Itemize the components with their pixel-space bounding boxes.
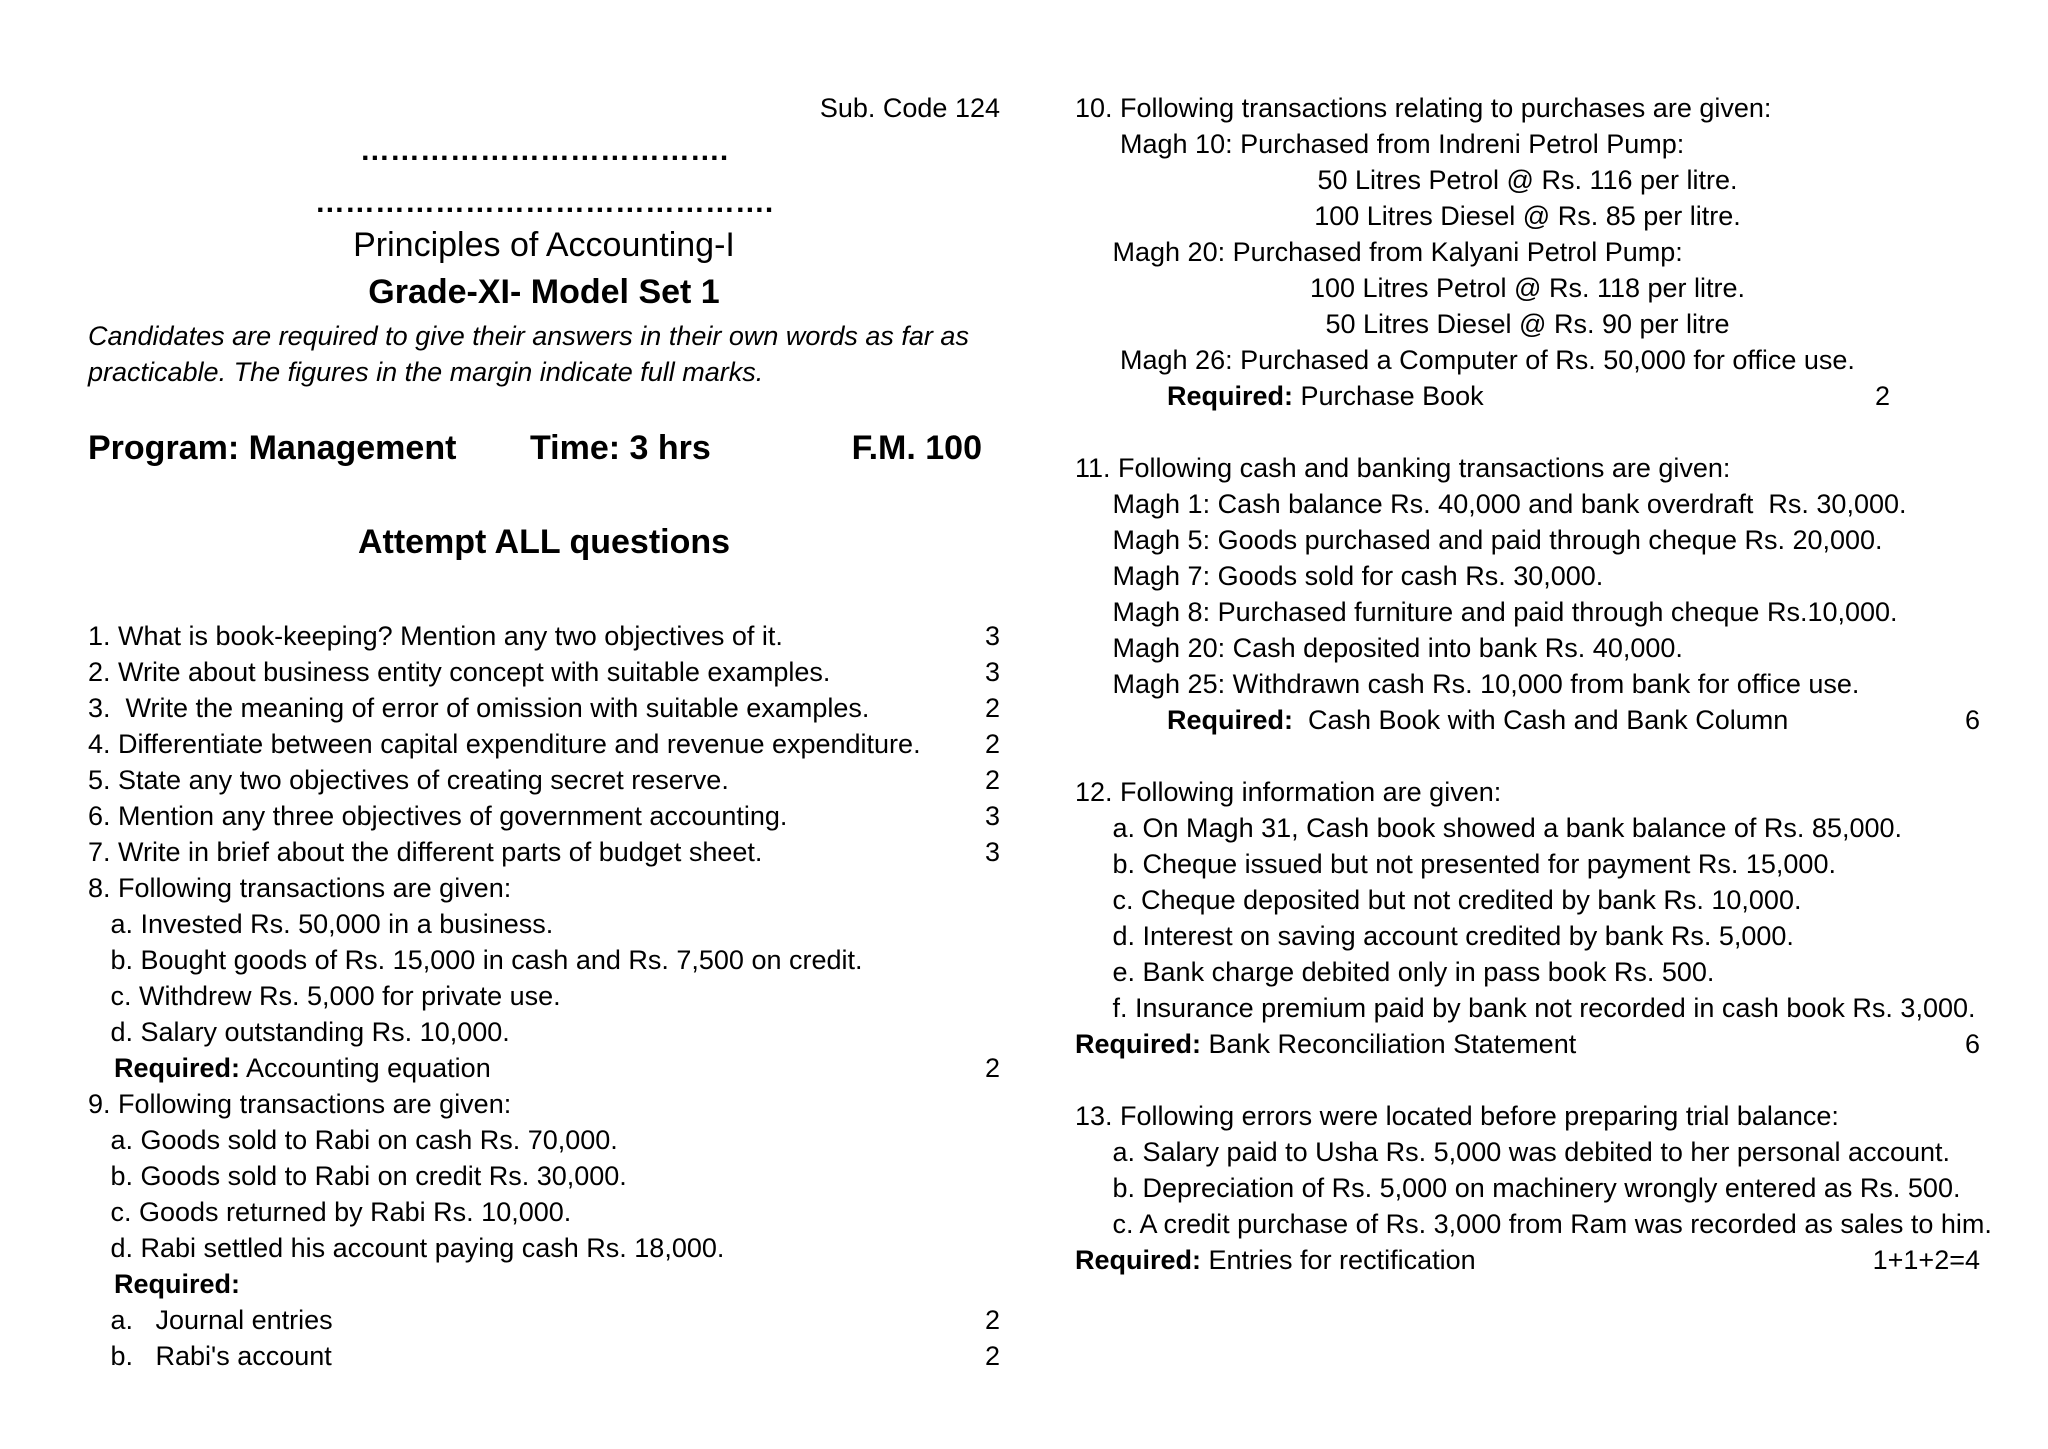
question-text: c. Cheque deposited but not credited by bank Rs. 10,000.	[1075, 885, 1802, 915]
question-text: 50 Litres Diesel @ Rs. 90 per litre	[1325, 309, 1730, 339]
marks-value: 2	[984, 729, 1000, 759]
required-label: Required:	[114, 1269, 241, 1299]
question-text	[1167, 702, 1788, 738]
question-text: f. Insurance premium paid by bank not recorded in cash book Rs. 3,000.	[1075, 993, 1976, 1023]
instructions-line-1: Candidates are required to give their answers in their own words as far as	[88, 321, 969, 351]
question-line	[88, 1194, 1000, 1230]
question-text: a. Salary paid to Usha Rs. 5,000 was debited to her personal account.	[1075, 1137, 1951, 1167]
question-text: 1. What is book-keeping? Mention any two objectives of it.	[88, 621, 783, 651]
question-line	[1075, 702, 1980, 738]
required-text: Purchase Book	[1293, 381, 1484, 411]
question-text: 2. Write about business entity concept with suitable examples.	[88, 657, 831, 687]
question-text: 13. Following errors were located before preparing trial balance:	[1075, 1101, 1839, 1131]
question-text: c. A credit purchase of Rs. 3,000 from Ram was recorded as sales to him.	[1075, 1209, 1992, 1239]
question-line	[1075, 954, 1980, 990]
marks-value: 2	[984, 693, 1000, 723]
time-label: Time: 3 hrs	[530, 429, 711, 467]
full-marks-label: F.M. 100	[851, 429, 982, 467]
question-text: e. Bank charge debited only in pass book Rs. 500.	[1075, 957, 1715, 987]
question-text: 8. Following transactions are given:	[88, 873, 512, 903]
question-line	[1075, 270, 1980, 306]
question-text: Magh 26: Purchased a Computer of Rs. 50,000 for office use.	[1075, 345, 1855, 375]
question-text: b. Cheque issued but not presented for payment Rs. 15,000.	[1075, 849, 1836, 879]
school-dots-line: ……………………………………….	[314, 186, 774, 219]
question-line	[88, 942, 1000, 978]
question-text: 100 Litres Diesel @ Rs. 85 per litre.	[1314, 201, 1741, 231]
marks-value: 3	[984, 837, 1000, 867]
subject-title: Principles of Accounting-I	[353, 226, 735, 264]
question-line	[88, 618, 1000, 654]
question-line	[1075, 918, 1980, 954]
question-line	[1075, 198, 1980, 234]
question-text: a. On Magh 31, Cash book showed a bank balance of Rs. 85,000.	[1075, 813, 1903, 843]
question-text: d. Interest on saving account credited by bank Rs. 5,000.	[1075, 921, 1794, 951]
question-text: 10. Following transactions relating to purchases are given:	[1075, 93, 1772, 123]
question-text: 5. State any two objectives of creating secret reserve.	[88, 765, 729, 795]
question-text: 12. Following information are given:	[1075, 777, 1502, 807]
question-line	[1075, 1062, 1980, 1098]
question-text: c. Withdrew Rs. 5,000 for private use.	[88, 981, 561, 1011]
marks-value: 2	[984, 1341, 1000, 1371]
question-line	[1075, 90, 1980, 126]
question-line	[1075, 594, 1980, 630]
question-text: b. Depreciation of Rs. 5,000 on machinery wrongly entered as Rs. 500.	[1075, 1173, 1961, 1203]
question-text: 50 Litres Petrol @ Rs. 116 per litre.	[1317, 165, 1738, 195]
question-text: a. Journal entries	[88, 1305, 333, 1335]
question-line	[1075, 378, 1980, 414]
question-line	[88, 1158, 1000, 1194]
question-line	[88, 1086, 1000, 1122]
required-text: Accounting equation	[240, 1053, 491, 1083]
question-line	[88, 906, 1000, 942]
required-text: Cash Book with Cash and Bank Column	[1293, 705, 1789, 735]
question-text: Magh 7: Goods sold for cash Rs. 30,000.	[1075, 561, 1604, 591]
question-line	[1075, 738, 1980, 774]
question-text: a. Goods sold to Rabi on cash Rs. 70,000.	[88, 1125, 618, 1155]
model-set-title: Grade-XI- Model Set 1	[368, 273, 720, 311]
question-text: Magh 25: Withdrawn cash Rs. 10,000 from bank for office use.	[1075, 669, 1860, 699]
question-line	[88, 1266, 1000, 1302]
marks-value: 6	[1964, 705, 1980, 735]
marks-value: 1+1+2=4	[1872, 1245, 1980, 1275]
required-label: Required:	[1075, 1245, 1202, 1275]
question-text: b. Bought goods of Rs. 15,000 in cash and Rs. 7,500 on credit.	[88, 945, 863, 975]
question-line	[88, 870, 1000, 906]
question-line	[1075, 630, 1980, 666]
question-text	[114, 1050, 491, 1086]
required-text: Entries for rectification	[1201, 1245, 1476, 1275]
question-line	[1075, 1206, 1992, 1242]
question-line	[1075, 774, 1980, 810]
marks-value: 2	[1874, 381, 1890, 411]
question-text: 6. Mention any three objectives of government accounting.	[88, 801, 788, 831]
question-line	[88, 978, 1000, 1014]
question-text	[1075, 1026, 1576, 1062]
marks-value: 2	[984, 1053, 1000, 1083]
question-line	[1075, 1134, 1980, 1170]
question-text: 11. Following cash and banking transactions are given:	[1075, 453, 1731, 483]
question-text: Magh 20: Cash deposited into bank Rs. 40,000.	[1075, 633, 1683, 663]
question-text: Magh 20: Purchased from Kalyani Petrol Pump:	[1075, 237, 1683, 267]
question-line	[1075, 306, 1980, 342]
question-line	[88, 798, 1000, 834]
question-line	[1075, 342, 1980, 378]
marks-value: 3	[984, 657, 1000, 687]
question-line	[88, 834, 1000, 870]
question-text	[1167, 378, 1484, 414]
question-line	[88, 1302, 1000, 1338]
question-text	[1075, 1242, 1476, 1278]
question-text: Magh 10: Purchased from Indreni Petrol Pump:	[1075, 129, 1685, 159]
question-line	[1075, 450, 1980, 486]
question-text: Magh 8: Purchased furniture and paid through cheque Rs.10,000.	[1075, 597, 1898, 627]
question-line	[1075, 810, 1980, 846]
question-text: d. Rabi settled his account paying cash Rs. 18,000.	[88, 1233, 725, 1263]
question-line	[1075, 846, 1980, 882]
question-text	[114, 1266, 240, 1302]
name-dots-line: ……………………………….	[359, 134, 729, 167]
question-line	[1075, 1170, 1980, 1206]
question-text: d. Salary outstanding Rs. 10,000.	[88, 1017, 510, 1047]
question-line	[1075, 234, 1980, 270]
question-text: b. Rabi's account	[88, 1341, 332, 1371]
question-text: 100 Litres Petrol @ Rs. 118 per litre.	[1309, 273, 1746, 303]
question-line	[1075, 162, 1980, 198]
question-text: Magh 5: Goods purchased and paid through cheque Rs. 20,000.	[1075, 525, 1883, 555]
required-label: Required:	[1075, 1029, 1202, 1059]
question-line	[1075, 1242, 1980, 1278]
question-line	[88, 1230, 1000, 1266]
question-line	[88, 726, 1000, 762]
question-line	[1075, 486, 1980, 522]
question-line	[88, 1050, 1000, 1086]
question-text: 4. Differentiate between capital expenditure and revenue expenditure.	[88, 729, 921, 759]
question-text: Magh 1: Cash balance Rs. 40,000 and bank overdraft Rs. 30,000.	[1075, 489, 1907, 519]
question-line	[1075, 126, 1980, 162]
question-text: 3. Write the meaning of error of omission with suitable examples.	[88, 693, 870, 723]
question-line	[1075, 414, 1980, 450]
subject-code: Sub. Code 124	[819, 93, 1000, 123]
question-line	[88, 654, 1000, 690]
question-text: b. Goods sold to Rabi on credit Rs. 30,000.	[88, 1161, 627, 1191]
marks-value: 2	[984, 1305, 1000, 1335]
question-line	[88, 1014, 1000, 1050]
required-label: Required:	[1167, 705, 1294, 735]
marks-value: 3	[984, 621, 1000, 651]
question-line	[88, 690, 1000, 726]
question-line	[1075, 522, 1980, 558]
question-text: 7. Write in brief about the different parts of budget sheet.	[88, 837, 763, 867]
question-line	[1075, 1026, 1980, 1062]
question-line	[88, 1338, 1000, 1374]
question-line	[1075, 990, 1980, 1026]
question-line	[1075, 1098, 1980, 1134]
question-line	[88, 762, 1000, 798]
program-label: Program: Management	[88, 429, 457, 467]
instructions-line-2: practicable. The figures in the margin indicate full marks.	[88, 357, 764, 387]
marks-value: 6	[1964, 1029, 1980, 1059]
attempt-all-heading: Attempt ALL questions	[357, 523, 731, 561]
question-line	[1075, 558, 1980, 594]
question-text: 9. Following transactions are given:	[88, 1089, 512, 1119]
question-line	[88, 1122, 1000, 1158]
question-line	[1075, 882, 1980, 918]
required-label: Required:	[114, 1053, 241, 1083]
question-text: c. Goods returned by Rabi Rs. 10,000.	[88, 1197, 572, 1227]
question-line	[1075, 666, 1980, 702]
required-text: Bank Reconciliation Statement	[1201, 1029, 1577, 1059]
required-label: Required:	[1167, 381, 1294, 411]
marks-value: 2	[984, 765, 1000, 795]
marks-value: 3	[984, 801, 1000, 831]
question-text: a. Invested Rs. 50,000 in a business.	[88, 909, 554, 939]
